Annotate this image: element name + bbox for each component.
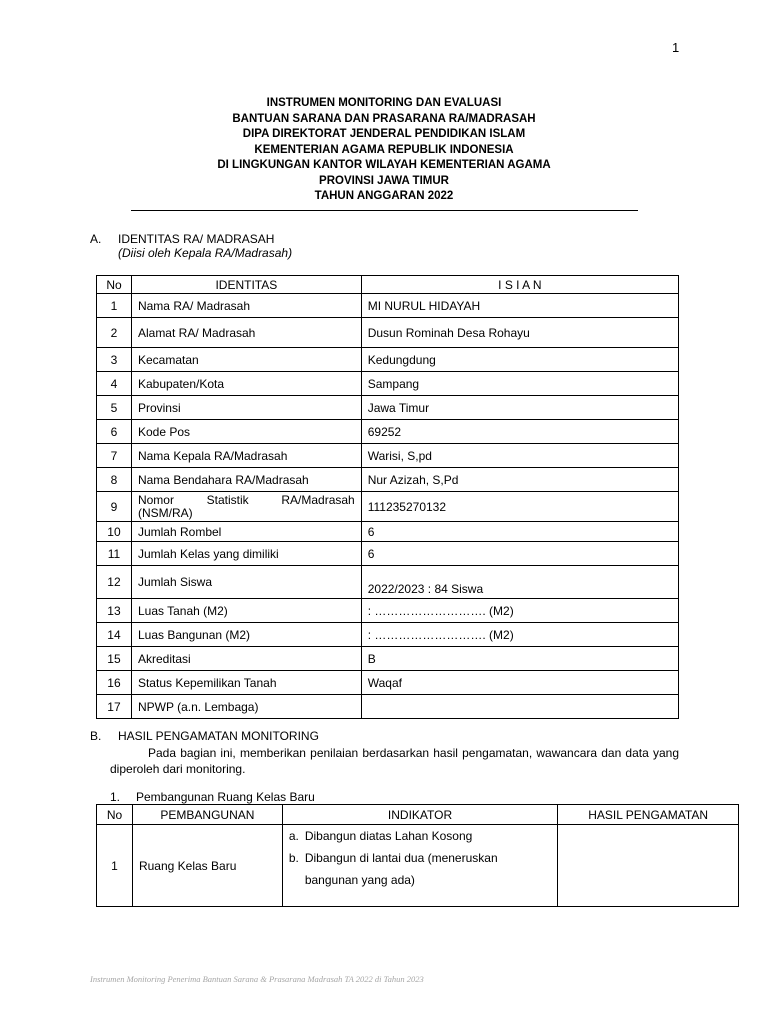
section-a-heading: [90, 232, 274, 246]
section-a-letter: A.: [90, 232, 102, 246]
indicator-marker: b.: [288, 851, 299, 865]
row-label: Kode Pos: [131, 420, 361, 444]
table-header-row: [97, 276, 679, 294]
identity-table: [96, 275, 679, 719]
table-row: [97, 522, 679, 542]
row-number: 6: [97, 420, 132, 444]
page-footer: Instrumen Monitoring Penerima Bantuan Sarana & Prasarana Madrasah TA 2022 di Tahun 2023: [90, 974, 424, 984]
title-line: INSTRUMEN MONITORING DAN EVALUASI: [266, 97, 502, 109]
row-number: 4: [97, 372, 132, 396]
subsection-heading: [110, 790, 315, 804]
row-number: 8: [97, 468, 132, 492]
table-row: [97, 566, 679, 599]
row-value: 2022/2023 : 84 Siswa: [361, 566, 678, 599]
row-label: Luas Tanah (M2): [131, 599, 361, 623]
row-value: 6: [361, 522, 678, 542]
row-label-line2: (NSM/RA): [137, 505, 193, 520]
indicator-text: Dibangun di lantai dua (meneruskan: [304, 851, 498, 865]
table-row: [97, 468, 679, 492]
row-value: Sampang: [361, 372, 678, 396]
row-label: Kabupaten/Kota: [131, 372, 361, 396]
column-header-indikator: INDIKATOR: [282, 805, 557, 825]
row-label-line1: [138, 494, 355, 507]
table-header-row: [97, 805, 739, 825]
row-number: 2: [97, 318, 132, 348]
indicator-item: [289, 869, 551, 891]
row-number: 5: [97, 396, 132, 420]
row-number: 17: [97, 695, 132, 719]
row-label-word: RA/Madrasah: [281, 492, 355, 507]
section-b-letter: B.: [90, 729, 102, 743]
row-number: 15: [97, 647, 132, 671]
section-a-subheading: (Diisi oleh Kepala RA/Madrasah): [118, 246, 293, 260]
row-number: 7: [97, 444, 132, 468]
row-label: Status Kepemilikan Tanah: [131, 671, 361, 695]
row-number: 9: [97, 492, 132, 522]
row-value: Dusun Rominah Desa Rohayu: [361, 318, 678, 348]
row-value: 69252: [361, 420, 678, 444]
table-row: [97, 396, 679, 420]
row-label: Alamat RA/ Madrasah: [131, 318, 361, 348]
table-row: [97, 825, 739, 907]
row-label: Jumlah Kelas yang dimiliki: [131, 542, 361, 566]
title-line: KEMENTERIAN AGAMA REPUBLIK INDONESIA: [254, 143, 514, 156]
row-label: NPWP (a.n. Lembaga): [131, 695, 361, 719]
indicator-text: bangunan yang ada): [304, 873, 415, 887]
row-value: Nur Azizah, S,Pd: [361, 468, 678, 492]
row-number: 11: [97, 542, 132, 566]
row-value: MI NURUL HIDAYAH: [361, 294, 678, 318]
row-number: 3: [97, 348, 132, 372]
row-number: 12: [97, 566, 132, 599]
row-label: Jumlah Rombel: [131, 522, 361, 542]
row-value: : ………………………. (M2): [361, 623, 678, 647]
table-row: [97, 444, 679, 468]
row-value: Kedungdung: [361, 348, 678, 372]
row-label: Jumlah Siswa: [131, 566, 361, 599]
row-pembangunan: Ruang Kelas Baru: [132, 825, 282, 907]
row-hasil-pengamatan: [558, 825, 739, 907]
title-line: DI LINGKUNGAN KANTOR WILAYAH KEMENTERIAN AGAMA: [217, 159, 551, 171]
table-row: [97, 542, 679, 566]
row-number: 1: [97, 294, 132, 318]
row-label: Luas Bangunan (M2): [131, 623, 361, 647]
column-header-no: No: [97, 805, 133, 825]
row-value: B: [361, 647, 678, 671]
title-line: TAHUN ANGGARAN 2022: [314, 190, 454, 202]
indicator-list: [289, 825, 551, 891]
row-number: 10: [97, 522, 132, 542]
column-header-pembangunan: PEMBANGUNAN: [132, 805, 282, 825]
row-value: Jawa Timur: [361, 396, 678, 420]
section-b-heading: [90, 729, 319, 743]
indicator-item: [289, 825, 551, 847]
column-header-no: No: [97, 276, 132, 294]
indicator-marker: a.: [288, 829, 299, 843]
section-a-title: IDENTITAS RA/ MADRASAH: [118, 232, 275, 246]
indicator-marker: [289, 869, 305, 891]
row-value: Warisi, S,pd: [361, 444, 678, 468]
table-row: [97, 492, 679, 522]
table-row: [97, 647, 679, 671]
title-line: PROVINSI JAWA TIMUR: [319, 174, 449, 187]
table-row: [97, 348, 679, 372]
page-number: 1: [672, 40, 680, 55]
row-value: 6: [361, 542, 678, 566]
column-header-hasil-pengamatan: HASIL PENGAMATAN: [558, 805, 739, 825]
row-number: 13: [97, 599, 132, 623]
row-indikator: [282, 825, 557, 907]
subsection-number: 1.: [110, 790, 121, 804]
row-label: Nama Bendahara RA/Madrasah: [131, 468, 361, 492]
section-b-paragraph: Pada bagian ini, memberikan penilaian berdasarkan hasil pengamatan, wawancara dan data yang diperoleh dari monitoring.: [110, 746, 679, 776]
row-label: Akreditasi: [131, 647, 361, 671]
subsection-title: Pembangunan Ruang Kelas Baru: [136, 790, 315, 804]
table-row: [97, 372, 679, 396]
row-label-word: Statistik: [206, 492, 249, 507]
title-line: DIPA DIREKTORAT JENDERAL PENDIDIKAN ISLAM: [242, 128, 526, 140]
row-label: Provinsi: [131, 396, 361, 420]
section-b-title: HASIL PENGAMATAN MONITORING: [118, 729, 319, 743]
table-row: [97, 695, 679, 719]
title-divider: [131, 210, 638, 211]
title-line: BANTUAN SARANA DAN PRASARANA RA/MADRASAH: [232, 112, 536, 125]
row-label: Nama RA/ Madrasah: [131, 294, 361, 318]
table-row: [97, 599, 679, 623]
row-label: [131, 492, 361, 522]
row-value: [361, 695, 678, 719]
column-header-isian: I S I A N: [361, 276, 678, 294]
table-row: [97, 294, 679, 318]
table-row: [97, 420, 679, 444]
table-row: [97, 623, 679, 647]
table-row: [97, 318, 679, 348]
table-row: [97, 671, 679, 695]
row-label: Kecamatan: [131, 348, 361, 372]
row-number: 16: [97, 671, 132, 695]
document-title: [0, 96, 768, 205]
row-label-word: Nomor: [137, 492, 174, 507]
row-value: 111235270132: [361, 492, 678, 522]
monitoring-table: [96, 804, 739, 907]
row-number: 14: [97, 623, 132, 647]
indicator-text: Dibangun diatas Lahan Kosong: [304, 829, 473, 843]
indicator-item: [289, 847, 551, 869]
row-value: Waqaf: [361, 671, 678, 695]
row-number: 1: [97, 825, 133, 907]
column-header-identitas: IDENTITAS: [131, 276, 361, 294]
row-label: Nama Kepala RA/Madrasah: [131, 444, 361, 468]
row-value: : ………………………. (M2): [361, 599, 678, 623]
